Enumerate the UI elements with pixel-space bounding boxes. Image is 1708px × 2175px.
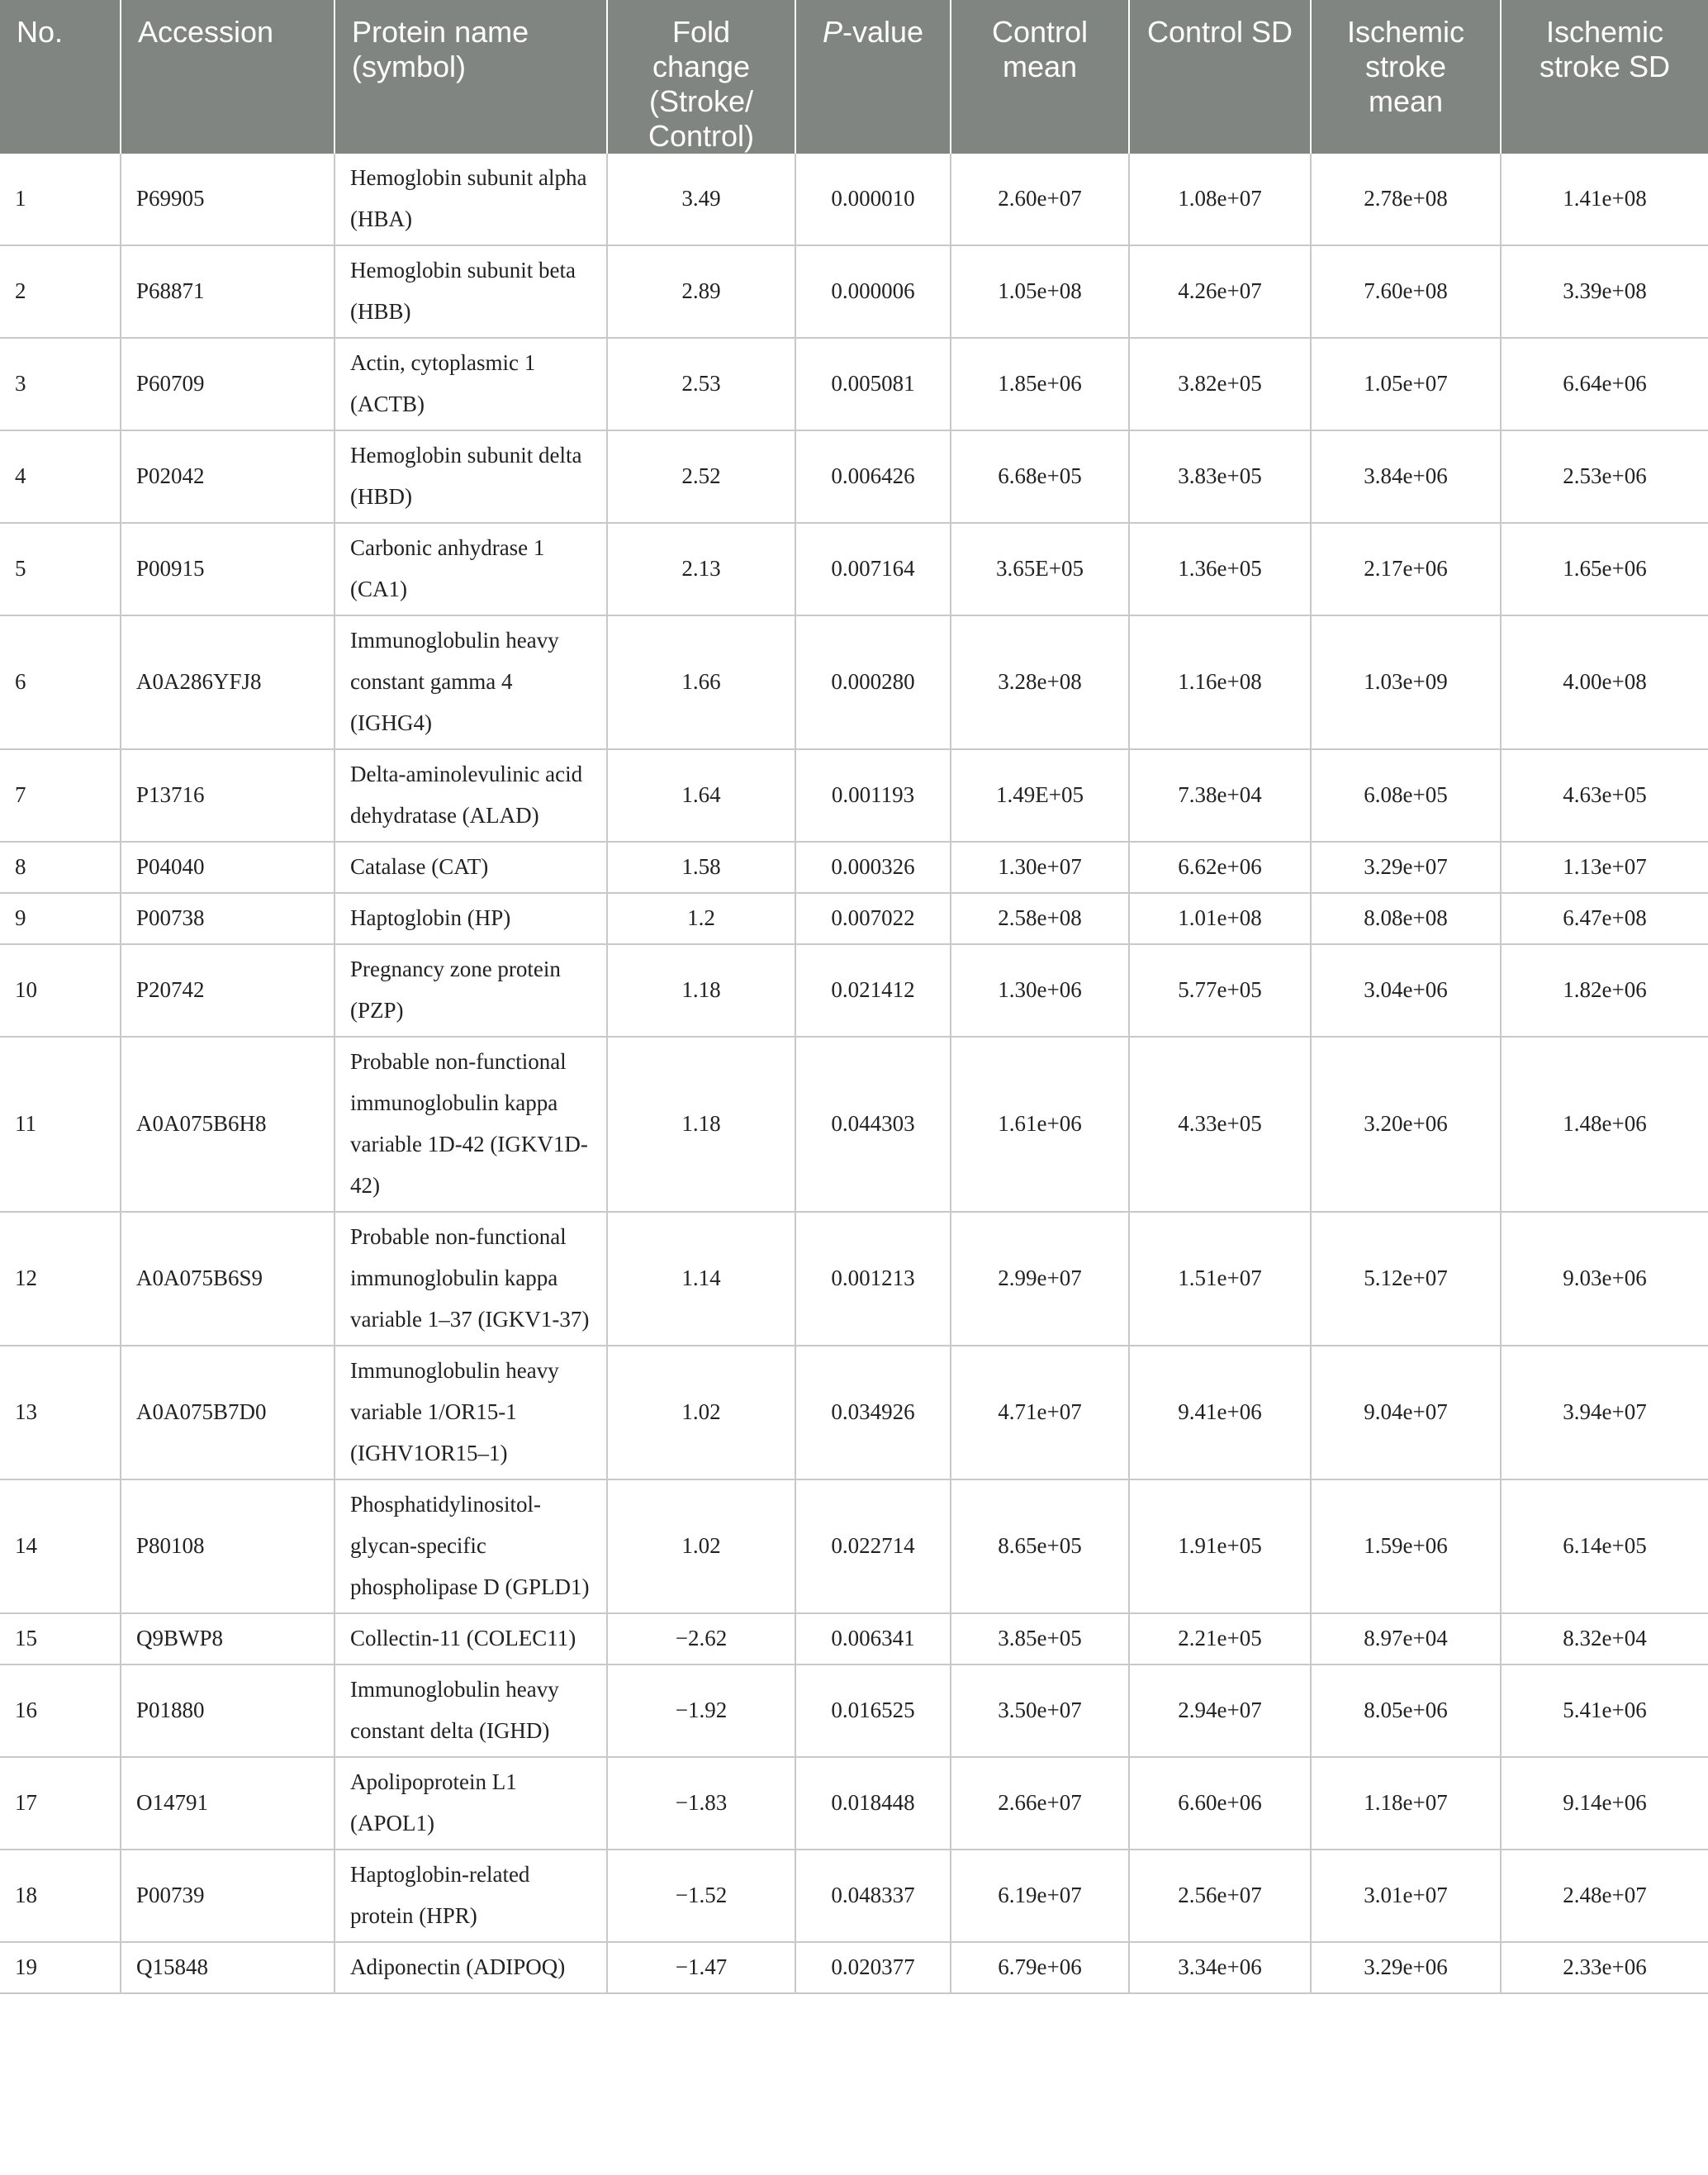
- cell-control-mean: 2.99e+07: [951, 1212, 1129, 1346]
- table-row: [0, 1942, 1708, 1993]
- cell-fold-change: −1.52: [607, 1850, 795, 1942]
- cell-fold-change: 1.02: [607, 1479, 795, 1613]
- cell-accession: P80108: [121, 1479, 334, 1613]
- cell-no: 16: [0, 1664, 121, 1757]
- header-accession: Accession: [121, 0, 334, 154]
- cell-no: 7: [0, 749, 121, 842]
- cell-control-sd: 9.41e+06: [1129, 1346, 1311, 1479]
- cell-control-mean: 2.66e+07: [951, 1757, 1129, 1850]
- table-row: [0, 1850, 1708, 1942]
- cell-protein-name: Haptoglobin-related protein (HPR): [334, 1850, 607, 1942]
- cell-stroke-mean: 2.17e+06: [1311, 523, 1501, 615]
- cell-stroke-mean: 1.18e+07: [1311, 1757, 1501, 1850]
- table-row: [0, 1346, 1708, 1479]
- table-row: [0, 944, 1708, 1037]
- cell-control-mean: 6.19e+07: [951, 1850, 1129, 1942]
- cell-accession: P68871: [121, 245, 334, 338]
- cell-p-value: 0.021412: [795, 944, 951, 1037]
- table-row: [0, 338, 1708, 430]
- cell-stroke-mean: 3.20e+06: [1311, 1037, 1501, 1212]
- cell-p-value: 0.006341: [795, 1613, 951, 1664]
- cell-p-value: 0.020377: [795, 1942, 951, 1993]
- cell-control-mean: 1.30e+07: [951, 842, 1129, 893]
- cell-accession: P01880: [121, 1664, 334, 1757]
- cell-fold-change: 1.64: [607, 749, 795, 842]
- cell-stroke-mean: 3.84e+06: [1311, 430, 1501, 523]
- cell-p-value: 0.048337: [795, 1850, 951, 1942]
- cell-accession: P00915: [121, 523, 334, 615]
- cell-stroke-sd: 4.63e+05: [1501, 749, 1708, 842]
- cell-stroke-sd: 4.00e+08: [1501, 615, 1708, 749]
- cell-fold-change: 2.89: [607, 245, 795, 338]
- cell-stroke-sd: 9.14e+06: [1501, 1757, 1708, 1850]
- table-row: [0, 842, 1708, 893]
- cell-protein-name: Pregnancy zone protein (PZP): [334, 944, 607, 1037]
- header-stroke-mean: Ischemic stroke mean: [1311, 0, 1501, 154]
- cell-accession: P04040: [121, 842, 334, 893]
- cell-accession: P00738: [121, 893, 334, 944]
- cell-control-sd: 1.36e+05: [1129, 523, 1311, 615]
- cell-fold-change: 1.66: [607, 615, 795, 749]
- header-control-sd: Control SD: [1129, 0, 1311, 154]
- cell-accession: A0A075B7D0: [121, 1346, 334, 1479]
- cell-stroke-mean: 1.59e+06: [1311, 1479, 1501, 1613]
- cell-stroke-sd: 1.48e+06: [1501, 1037, 1708, 1212]
- header-protein-name: Protein name (symbol): [334, 0, 607, 154]
- cell-no: 12: [0, 1212, 121, 1346]
- cell-fold-change: −1.47: [607, 1942, 795, 1993]
- cell-stroke-sd: 1.41e+08: [1501, 154, 1708, 245]
- table-row: [0, 1212, 1708, 1346]
- cell-control-sd: 4.26e+07: [1129, 245, 1311, 338]
- cell-p-value: 0.034926: [795, 1346, 951, 1479]
- cell-p-value: 0.007164: [795, 523, 951, 615]
- cell-no: 4: [0, 430, 121, 523]
- cell-fold-change: 2.13: [607, 523, 795, 615]
- cell-no: 8: [0, 842, 121, 893]
- cell-control-mean: 3.85e+05: [951, 1613, 1129, 1664]
- cell-control-sd: 3.34e+06: [1129, 1942, 1311, 1993]
- cell-p-value: 0.006426: [795, 430, 951, 523]
- cell-fold-change: 1.18: [607, 1037, 795, 1212]
- cell-accession: P69905: [121, 154, 334, 245]
- cell-control-sd: 1.16e+08: [1129, 615, 1311, 749]
- cell-no: 13: [0, 1346, 121, 1479]
- cell-p-value: 0.000326: [795, 842, 951, 893]
- cell-control-sd: 6.62e+06: [1129, 842, 1311, 893]
- cell-stroke-mean: 7.60e+08: [1311, 245, 1501, 338]
- cell-no: 5: [0, 523, 121, 615]
- cell-stroke-sd: 8.32e+04: [1501, 1613, 1708, 1664]
- cell-protein-name: Adiponectin (ADIPOQ): [334, 1942, 607, 1993]
- header-no: No.: [0, 0, 121, 154]
- cell-fold-change: 1.58: [607, 842, 795, 893]
- cell-control-mean: 6.79e+06: [951, 1942, 1129, 1993]
- cell-p-value: 0.000280: [795, 615, 951, 749]
- table-header-row: [0, 0, 1708, 154]
- table-row: [0, 749, 1708, 842]
- cell-p-value: 0.005081: [795, 338, 951, 430]
- cell-accession: P02042: [121, 430, 334, 523]
- cell-accession: A0A286YFJ8: [121, 615, 334, 749]
- cell-p-value: 0.022714: [795, 1479, 951, 1613]
- cell-no: 1: [0, 154, 121, 245]
- table-row: [0, 245, 1708, 338]
- cell-control-sd: 2.21e+05: [1129, 1613, 1311, 1664]
- cell-fold-change: 2.53: [607, 338, 795, 430]
- cell-p-value: 0.000006: [795, 245, 951, 338]
- cell-accession: P13716: [121, 749, 334, 842]
- cell-control-sd: 3.82e+05: [1129, 338, 1311, 430]
- cell-fold-change: 1.2: [607, 893, 795, 944]
- cell-no: 18: [0, 1850, 121, 1942]
- cell-stroke-sd: 3.94e+07: [1501, 1346, 1708, 1479]
- cell-control-sd: 1.51e+07: [1129, 1212, 1311, 1346]
- cell-protein-name: Probable non-functional immunoglobulin kappa variable 1–37 (IGKV1-37): [334, 1212, 607, 1346]
- table-row: [0, 1613, 1708, 1664]
- cell-control-sd: 4.33e+05: [1129, 1037, 1311, 1212]
- cell-fold-change: −1.92: [607, 1664, 795, 1757]
- cell-protein-name: Actin, cytoplasmic 1 (ACTB): [334, 338, 607, 430]
- cell-control-mean: 1.61e+06: [951, 1037, 1129, 1212]
- header-p-value: [795, 0, 951, 154]
- header-p-suffix: -value: [842, 15, 924, 49]
- cell-stroke-sd: 6.64e+06: [1501, 338, 1708, 430]
- cell-control-sd: 1.91e+05: [1129, 1479, 1311, 1613]
- cell-p-value: 0.001193: [795, 749, 951, 842]
- cell-control-mean: 2.60e+07: [951, 154, 1129, 245]
- table-row: [0, 615, 1708, 749]
- cell-p-value: 0.000010: [795, 154, 951, 245]
- cell-accession: P00739: [121, 1850, 334, 1942]
- cell-stroke-sd: 2.33e+06: [1501, 1942, 1708, 1993]
- cell-stroke-sd: 6.47e+08: [1501, 893, 1708, 944]
- cell-control-sd: 2.56e+07: [1129, 1850, 1311, 1942]
- cell-fold-change: 1.18: [607, 944, 795, 1037]
- cell-stroke-mean: 5.12e+07: [1311, 1212, 1501, 1346]
- cell-accession: Q15848: [121, 1942, 334, 1993]
- cell-accession: Q9BWP8: [121, 1613, 334, 1664]
- cell-fold-change: 1.02: [607, 1346, 795, 1479]
- table-row: [0, 1757, 1708, 1850]
- cell-stroke-sd: 2.48e+07: [1501, 1850, 1708, 1942]
- cell-protein-name: Carbonic anhydrase 1 (CA1): [334, 523, 607, 615]
- cell-stroke-mean: 3.29e+07: [1311, 842, 1501, 893]
- cell-stroke-mean: 8.97e+04: [1311, 1613, 1501, 1664]
- cell-protein-name: Immunoglobulin heavy constant delta (IGHD): [334, 1664, 607, 1757]
- cell-control-sd: 7.38e+04: [1129, 749, 1311, 842]
- cell-no: 9: [0, 893, 121, 944]
- cell-protein-name: Delta-aminolevulinic acid dehydratase (ALAD): [334, 749, 607, 842]
- table-row: [0, 1479, 1708, 1613]
- cell-accession: A0A075B6S9: [121, 1212, 334, 1346]
- cell-p-value: 0.016525: [795, 1664, 951, 1757]
- cell-no: 11: [0, 1037, 121, 1212]
- table-row: [0, 1664, 1708, 1757]
- cell-control-mean: 2.58e+08: [951, 893, 1129, 944]
- cell-accession: P20742: [121, 944, 334, 1037]
- cell-control-sd: 1.01e+08: [1129, 893, 1311, 944]
- cell-p-value: 0.044303: [795, 1037, 951, 1212]
- cell-no: 3: [0, 338, 121, 430]
- cell-stroke-mean: 1.05e+07: [1311, 338, 1501, 430]
- table-row: [0, 893, 1708, 944]
- cell-accession: A0A075B6H8: [121, 1037, 334, 1212]
- cell-stroke-sd: 2.53e+06: [1501, 430, 1708, 523]
- cell-fold-change: 2.52: [607, 430, 795, 523]
- cell-stroke-mean: 2.78e+08: [1311, 154, 1501, 245]
- cell-control-mean: 8.65e+05: [951, 1479, 1129, 1613]
- table-row: [0, 430, 1708, 523]
- cell-control-sd: 2.94e+07: [1129, 1664, 1311, 1757]
- cell-stroke-mean: 6.08e+05: [1311, 749, 1501, 842]
- cell-control-mean: 1.05e+08: [951, 245, 1129, 338]
- cell-fold-change: 3.49: [607, 154, 795, 245]
- cell-protein-name: Catalase (CAT): [334, 842, 607, 893]
- header-p-letter: P: [822, 15, 842, 49]
- cell-control-mean: 4.71e+07: [951, 1346, 1129, 1479]
- cell-control-sd: 1.08e+07: [1129, 154, 1311, 245]
- cell-p-value: 0.007022: [795, 893, 951, 944]
- table-row: [0, 154, 1708, 245]
- cell-protein-name: Hemoglobin subunit alpha (HBA): [334, 154, 607, 245]
- cell-stroke-sd: 5.41e+06: [1501, 1664, 1708, 1757]
- table-body: [0, 154, 1708, 1993]
- cell-stroke-sd: 1.13e+07: [1501, 842, 1708, 893]
- cell-no: 19: [0, 1942, 121, 1993]
- cell-accession: O14791: [121, 1757, 334, 1850]
- cell-protein-name: Haptoglobin (HP): [334, 893, 607, 944]
- cell-stroke-sd: 3.39e+08: [1501, 245, 1708, 338]
- cell-p-value: 0.018448: [795, 1757, 951, 1850]
- cell-protein-name: Collectin-11 (COLEC11): [334, 1613, 607, 1664]
- cell-stroke-mean: 8.05e+06: [1311, 1664, 1501, 1757]
- cell-control-mean: 3.50e+07: [951, 1664, 1129, 1757]
- cell-control-mean: 1.30e+06: [951, 944, 1129, 1037]
- table-row: [0, 523, 1708, 615]
- cell-control-mean: 1.49E+05: [951, 749, 1129, 842]
- cell-stroke-mean: 9.04e+07: [1311, 1346, 1501, 1479]
- cell-protein-name: Immunoglobulin heavy variable 1/OR15-1 (IGHV1OR15–1): [334, 1346, 607, 1479]
- cell-stroke-mean: 1.03e+09: [1311, 615, 1501, 749]
- cell-protein-name: Hemoglobin subunit delta (HBD): [334, 430, 607, 523]
- cell-fold-change: −2.62: [607, 1613, 795, 1664]
- cell-stroke-mean: 8.08e+08: [1311, 893, 1501, 944]
- cell-control-mean: 3.65E+05: [951, 523, 1129, 615]
- cell-fold-change: −1.83: [607, 1757, 795, 1850]
- cell-stroke-sd: 6.14e+05: [1501, 1479, 1708, 1613]
- cell-no: 14: [0, 1479, 121, 1613]
- cell-control-mean: 6.68e+05: [951, 430, 1129, 523]
- cell-stroke-mean: 3.01e+07: [1311, 1850, 1501, 1942]
- cell-accession: P60709: [121, 338, 334, 430]
- cell-stroke-sd: 9.03e+06: [1501, 1212, 1708, 1346]
- cell-control-sd: 6.60e+06: [1129, 1757, 1311, 1850]
- cell-control-mean: 3.28e+08: [951, 615, 1129, 749]
- cell-fold-change: 1.14: [607, 1212, 795, 1346]
- cell-protein-name: Probable non-functional immunoglobulin kappa variable 1D-42 (IGKV1D-42): [334, 1037, 607, 1212]
- cell-no: 10: [0, 944, 121, 1037]
- cell-no: 6: [0, 615, 121, 749]
- cell-no: 2: [0, 245, 121, 338]
- cell-no: 17: [0, 1757, 121, 1850]
- cell-protein-name: Immunoglobulin heavy constant gamma 4 (IGHG4): [334, 615, 607, 749]
- cell-p-value: 0.001213: [795, 1212, 951, 1346]
- cell-control-sd: 3.83e+05: [1129, 430, 1311, 523]
- header-stroke-sd: Ischemic stroke SD: [1501, 0, 1708, 154]
- cell-stroke-mean: 3.04e+06: [1311, 944, 1501, 1037]
- cell-protein-name: Hemoglobin subunit beta (HBB): [334, 245, 607, 338]
- header-fold-change: Fold change (Stroke/ Control): [607, 0, 795, 154]
- cell-protein-name: Apolipoprotein L1 (APOL1): [334, 1757, 607, 1850]
- cell-stroke-sd: 1.65e+06: [1501, 523, 1708, 615]
- table-row: [0, 1037, 1708, 1212]
- cell-protein-name: Phosphatidylinositol-glycan-specific phospholipase D (GPLD1): [334, 1479, 607, 1613]
- cell-control-mean: 1.85e+06: [951, 338, 1129, 430]
- header-control-mean: Control mean: [951, 0, 1129, 154]
- cell-no: 15: [0, 1613, 121, 1664]
- cell-control-sd: 5.77e+05: [1129, 944, 1311, 1037]
- cell-stroke-mean: 3.29e+06: [1311, 1942, 1501, 1993]
- cell-stroke-sd: 1.82e+06: [1501, 944, 1708, 1037]
